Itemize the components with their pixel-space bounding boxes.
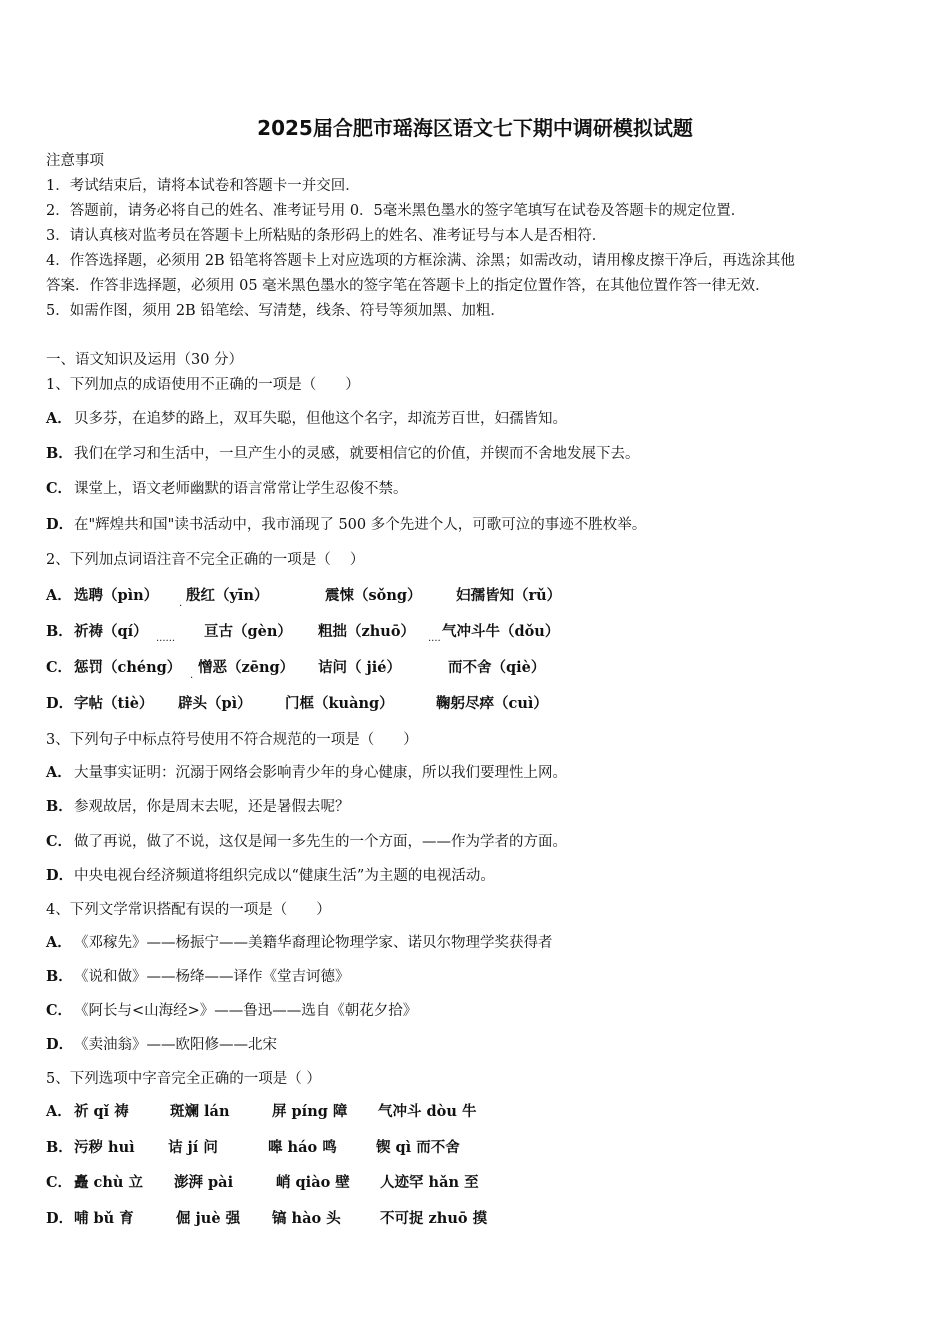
option-text: 贝多芬，在追梦的路上，双耳失聪，但他这个名字，却流芳百世，妇孺皆知。	[74, 411, 567, 427]
option-word: 妇孺皆知（rǔ）	[456, 587, 562, 604]
option-word: 诘 jí 问	[168, 1139, 218, 1156]
option-word: 鞠躬尽瘁（cuì）	[436, 695, 548, 712]
option-word: 澎湃 pài	[174, 1174, 234, 1191]
emphasis-dot: .	[190, 670, 194, 681]
option-label: B．	[46, 1139, 73, 1156]
question-3-option-b	[46, 797, 350, 817]
question-4-stem: 4、下列文学常识搭配有误的一项是（ ）	[46, 902, 331, 918]
question-1-option-d	[46, 515, 646, 535]
option-label: A．	[46, 1103, 72, 1120]
option-text: 《阿长与<山海经>》——鲁迅——选自《朝花夕拾》	[74, 1003, 418, 1019]
question-5-option-d	[46, 1209, 74, 1229]
notice-item: 4．作答选择题，必须用 2B 铅笔将答题卡上对应选项的方框涂满、涂黑；如需改动，请用橡皮擦干净后，再选涂其他	[46, 253, 795, 269]
emphasis-dot: .	[179, 598, 183, 609]
option-label: C．	[46, 480, 73, 497]
option-word: 锲 qì 而不舍	[376, 1139, 460, 1156]
question-4-option-c	[46, 1001, 417, 1021]
option-word: 祈祷（qí）	[74, 623, 148, 640]
question-5-stem: 5、下列选项中字音完全正确的一项是（ ）	[46, 1071, 321, 1087]
question-1-option-a	[46, 409, 567, 429]
option-word: 亘古（gèn）	[204, 623, 292, 640]
question-1-option-c	[46, 479, 408, 499]
option-text: 在"辉煌共和国"读书活动中，我市涌现了 500 多个先进个人，可歌可泣的事迹不胜枚举。	[74, 517, 647, 533]
question-5-option-c	[46, 1173, 74, 1193]
page-title: 2025届合肥市瑶海区语文七下期中调研模拟试题	[257, 116, 693, 140]
option-word: 选聘（pìn）	[74, 587, 159, 604]
option-word: 污秽 huì	[74, 1139, 135, 1156]
emphasis-dot: ......	[156, 633, 176, 644]
option-label: C．	[46, 1002, 73, 1019]
option-word: 人迹罕 hǎn 至	[380, 1174, 479, 1191]
option-word: 镐 hào 头	[272, 1210, 341, 1227]
option-word: 门框（kuàng）	[285, 695, 394, 712]
question-1-stem: 1、下列加点的成语使用不正确的一项是（ ）	[46, 377, 360, 393]
option-word: 祈 qǐ 祷	[74, 1103, 129, 1120]
option-label: A．	[46, 934, 72, 951]
option-label: B．	[46, 445, 73, 462]
option-text: 大量事实证明：沉溺于网络会影响青少年的身心健康，所以我们要理性上网。	[74, 765, 567, 781]
question-2-option-a	[46, 586, 74, 606]
option-word: 字帖（tiè）	[74, 695, 154, 712]
notice-item: 5．如需作图，须用 2B 铅笔绘、写清楚，线条、符号等须加黑、加粗．	[46, 303, 505, 319]
option-text: 课堂上，语文老师幽默的语言常常让学生忍俊不禁。	[74, 481, 408, 497]
question-4-option-a	[46, 933, 553, 953]
option-text: 《说和做》——杨绛——译作《堂吉诃德》	[74, 969, 350, 985]
question-2-option-d	[46, 694, 74, 714]
option-word: 殷红（yīn）	[186, 587, 269, 604]
option-label: D．	[46, 1036, 74, 1053]
option-word: 诘问（ jié）	[318, 659, 402, 676]
option-label: C．	[46, 1174, 73, 1191]
option-word: 不可捉 zhuō 摸	[380, 1210, 488, 1227]
question-3-option-c	[46, 832, 567, 852]
option-label: A．	[46, 587, 72, 604]
question-5-option-b	[46, 1138, 74, 1158]
option-word: 矗 chù 立	[74, 1174, 144, 1191]
question-5-option-a	[46, 1102, 74, 1122]
option-word: 气冲斗 dòu 牛	[378, 1103, 477, 1120]
notice-item: 2．答题前，请务必将自己的姓名、准考证号用 0．5毫米黑色墨水的签字笔填写在试卷及答题卡的规定位置．	[46, 203, 746, 219]
notice-heading: 注意事项	[46, 153, 104, 169]
question-3-option-a	[46, 763, 567, 783]
option-label: B．	[46, 798, 73, 815]
option-word: 斑斓 lán	[170, 1103, 230, 1120]
option-word: 气冲斗牛（dǒu）	[442, 623, 560, 640]
question-2-option-b	[46, 622, 74, 642]
question-4-option-b	[46, 967, 350, 987]
notice-item: 1．考试结束后，请将本试卷和答题卡一并交回．	[46, 178, 360, 194]
option-text: 参观故居，你是周末去呢，还是暑假去呢？	[74, 799, 350, 815]
option-text: 我们在学习和生活中，一旦产生小的灵感，就要相信它的价值，并锲而不舍地发展下去。	[74, 446, 640, 462]
option-text: 中央电视台经济频道将组织完成以“健康生活”为主题的电视活动。	[74, 868, 495, 884]
option-label: D．	[46, 867, 74, 884]
option-word: 辟头（pì）	[178, 695, 252, 712]
option-word: 哺 bǔ 育	[74, 1210, 134, 1227]
option-text: 做了再说，做了不说，这仅是闻一多先生的一个方面，——作为学者的方面。	[74, 834, 567, 850]
option-label: B．	[46, 623, 73, 640]
option-label: A．	[46, 764, 72, 781]
option-word: 屏 píng 障	[272, 1103, 348, 1120]
emphasis-dot: ....	[428, 633, 441, 644]
option-word: 粗拙（zhuō）	[318, 623, 415, 640]
notice-item: 答案．作答非选择题，必须用 05 毫米黑色墨水的签字笔在答题卡上的指定位置作答，在其他位置作答一律无效．	[46, 278, 770, 294]
option-label: B．	[46, 968, 73, 985]
option-text: 《卖油翁》——欧阳修——北宋	[74, 1037, 277, 1053]
question-2-option-c	[46, 658, 74, 678]
section-heading: 一、语文知识及运用（30 分）	[46, 352, 244, 368]
option-label: D．	[46, 1210, 74, 1227]
option-word: 倔 juè 强	[176, 1210, 241, 1227]
option-word: 憎恶（zēng）	[198, 659, 295, 676]
option-word: 惩罚（chéng）	[74, 659, 182, 676]
option-word: 而不舍（qiè）	[448, 659, 546, 676]
option-label: A．	[46, 410, 72, 427]
question-4-option-d	[46, 1035, 277, 1055]
option-label: D．	[46, 516, 74, 533]
option-label: C．	[46, 833, 73, 850]
notice-item: 3．请认真核对监考员在答题卡上所粘贴的条形码上的姓名、准考证号与本人是否相符．	[46, 228, 607, 244]
option-word: 震悚（sǒng）	[325, 587, 422, 604]
question-1-option-b	[46, 444, 640, 464]
option-word: 峭 qiào 壁	[276, 1174, 350, 1191]
option-word: 嗥 háo 鸣	[268, 1139, 337, 1156]
option-label: C．	[46, 659, 73, 676]
question-3-option-d	[46, 866, 495, 886]
option-label: D．	[46, 695, 74, 712]
question-2-stem: 2、下列加点词语注音不完全正确的一项是（ ）	[46, 552, 365, 568]
question-3-stem: 3、下列句子中标点符号使用不符合规范的一项是（ ）	[46, 732, 418, 748]
option-text: 《邓稼先》——杨振宁——美籍华裔理论物理学家、诺贝尔物理学奖获得者	[74, 935, 553, 951]
